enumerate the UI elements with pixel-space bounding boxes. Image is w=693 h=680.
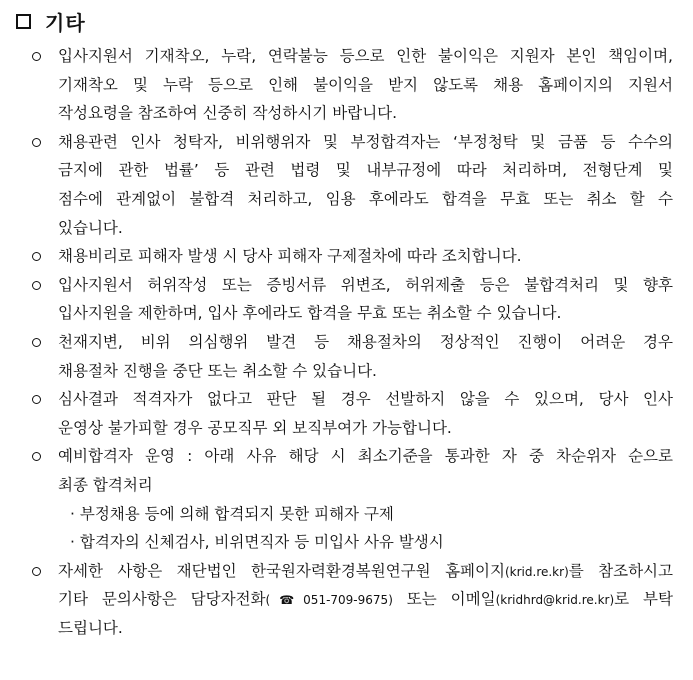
- item-line: 예비합격자 운영 : 아래 사유 해당 시 최소기준을 통과한 자 중 차순위자 순으로: [58, 447, 673, 466]
- phone-number: 051-709-9675: [303, 593, 389, 608]
- list-item: [0, 42, 693, 128]
- circle-bullet-icon: [32, 395, 41, 404]
- item-line: 채용절차 진행을 중단 또는 취소할 수 있습니다.: [58, 361, 377, 380]
- contact-text: 로 부탁: [614, 590, 673, 609]
- list-item: [0, 242, 693, 271]
- phone-open: (: [265, 593, 271, 608]
- item-line: 입사지원서 기재착오, 누락, 연락불능 등으로 인한 불이익은 지원자 본인 책임이며,: [58, 47, 673, 65]
- item-line: 금지에 관한 법률’ 등 관련 법령 및 내부규정에 따라 처리하며, 전형단계 및: [58, 161, 673, 180]
- list-item: [0, 128, 693, 242]
- email-link[interactable]: (kridhrd@krid.re.kr): [495, 593, 615, 608]
- circle-bullet-icon: [32, 52, 41, 61]
- telephone-icon: ☎: [270, 593, 304, 608]
- list-item: [0, 271, 693, 328]
- website-link[interactable]: (krid.re.kr): [504, 564, 569, 579]
- item-line: 작성요령을 참조하여 신중히 작성하시기 바랍니다.: [58, 104, 398, 123]
- contact-line: [58, 585, 673, 614]
- circle-bullet-icon: [32, 338, 41, 347]
- contact-line: 드립니다.: [58, 618, 123, 637]
- item-line: 운영상 불가피할 경우 공모직무 외 보직부여가 가능합니다.: [58, 418, 452, 437]
- sub-item: · 합격자의 신체검사, 비위면직자 등 미입사 사유 발생시: [70, 533, 444, 552]
- circle-bullet-icon: [32, 138, 41, 147]
- list-item: [0, 328, 693, 385]
- item-line: 심사결과 적격자가 없다고 판단 될 경우 선발하지 않을 수 있으며, 당사 인사: [58, 390, 673, 409]
- contact-item: [0, 557, 693, 643]
- item-line: 천재지변, 비위 의심행위 발견 등 채용절차의 정상적인 진행이 어려운 경우: [58, 332, 673, 351]
- section-heading: [16, 6, 86, 36]
- contact-text: 기타 문의사항은 담당자전화: [58, 590, 266, 609]
- notice-list: [0, 42, 693, 642]
- sub-item: · 부정채용 등에 의해 합격되지 못한 피해자 구제: [70, 504, 394, 523]
- circle-bullet-icon: [32, 567, 41, 576]
- item-line: 채용비리로 피해자 발생 시 당사 피해자 구제절차에 따라 조치합니다.: [58, 247, 522, 266]
- item-line: 채용관련 인사 청탁자, 비위행위자 및 부정합격자는 ‘부정청탁 및 금품 등 수수의: [58, 132, 673, 151]
- item-line: 입사지원을 제한하며, 입사 후에라도 합격을 무효 또는 취소할 수 있습니다.: [58, 304, 562, 323]
- item-line: 기재착오 및 누락 등으로 인해 불이익을 받지 않도록 채용 홈페이지의 지원서: [58, 75, 673, 94]
- item-line: 있습니다.: [58, 218, 123, 237]
- contact-text: 자세한 사항은 재단법인 한국원자력환경복원연구원 홈페이지: [58, 561, 505, 580]
- section-title: 기타: [45, 10, 86, 35]
- phone-close: ): [388, 593, 393, 608]
- circle-bullet-icon: [32, 281, 41, 290]
- list-item: [0, 442, 693, 556]
- item-line: 입사지원서 허위작성 또는 증빙서류 위변조, 허위제출 등은 불합격처리 및 향후: [58, 275, 673, 294]
- item-line: 점수에 관계없이 불합격 처리하고, 임용 후에라도 합격을 무효 또는 취소 할 수: [58, 189, 673, 208]
- contact-text: 또는 이메일: [392, 590, 496, 609]
- circle-bullet-icon: [32, 452, 41, 461]
- square-bullet-icon: [16, 14, 31, 29]
- contact-line: [58, 557, 673, 586]
- list-item: [0, 385, 693, 442]
- contact-text: 를 참조하시고: [568, 561, 674, 580]
- item-line: 최종 합격처리: [58, 475, 153, 494]
- circle-bullet-icon: [32, 252, 41, 261]
